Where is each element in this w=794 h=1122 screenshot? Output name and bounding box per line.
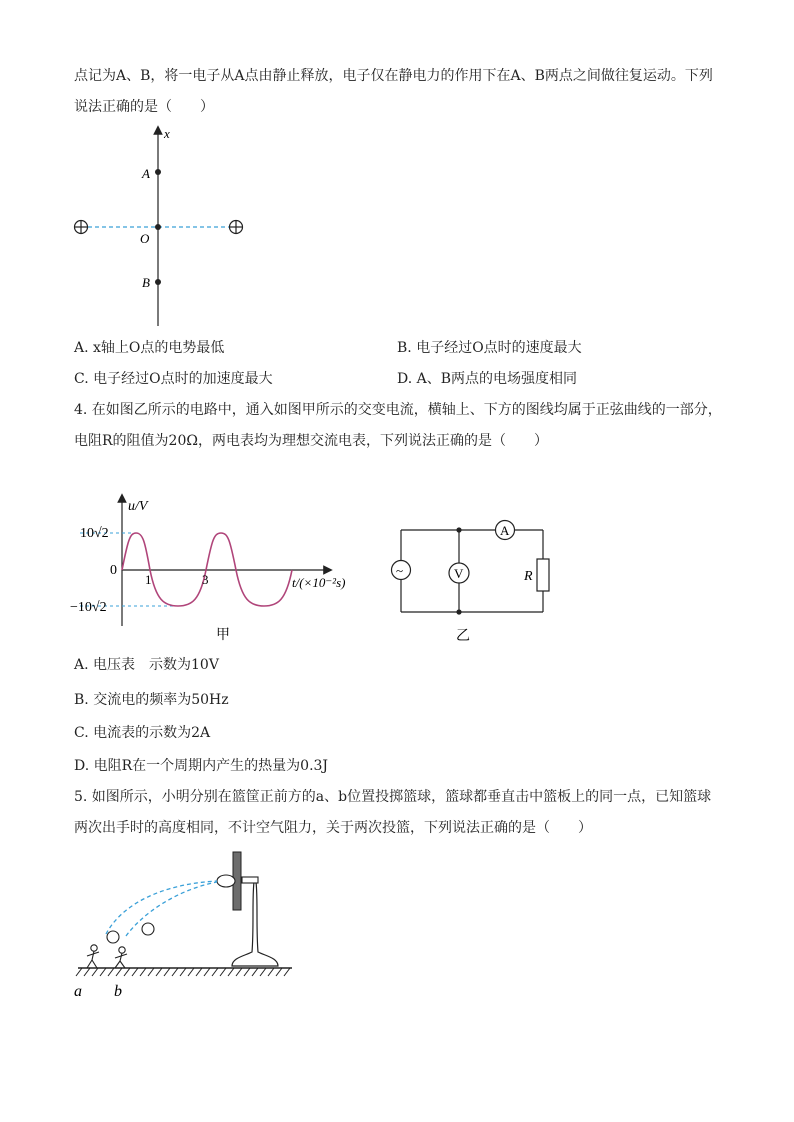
q5-stem-line-2: 两次出手时的高度相同，不计空气阻力，关于两次投篮，下列说法正确的是（ ） [74, 820, 592, 836]
point-a-dot [155, 169, 161, 175]
q3-option-c: C. 电子经过O点时的加速度最大 [74, 371, 273, 387]
q4-circuit-diagram [386, 512, 566, 647]
junction-bottom-dot [456, 609, 461, 614]
q4-stem-line-2: 电阻R的阻值为20Ω，两电表均为理想交流电表，下列说法正确的是（ ） [74, 433, 548, 449]
point-o-dot [155, 224, 161, 230]
y-bottom-label: −10√2 [70, 600, 107, 615]
q4-stem-line-1: 4. 在如图乙所示的电路中，通入如图甲所示的交变电流，横轴上、下方的图线均属于正弦曲线的一部分， [74, 402, 722, 418]
point-b-dot [155, 279, 161, 285]
q4-option-b: B. 交流电的频率为50Hz [74, 692, 229, 708]
q3-field-figure [66, 120, 256, 332]
tick-3-label: 3 [202, 572, 209, 587]
y-top-label: 10√2 [80, 526, 109, 541]
q3-option-d: D. A、B两点的电场强度相同 [397, 371, 578, 387]
point-b-label: B [142, 275, 150, 290]
q3-stem-line-2: 说法正确的是（ ） [74, 99, 214, 115]
q5-stem-line-1: 5. 如图所示，小明分别在篮筐正前方的a、b位置投掷篮球，篮球都垂直击中篮板上的同一点，已知篮球 [74, 789, 712, 805]
ball-a [107, 931, 119, 943]
q4-option-d: D. 电阻R在一个周期内产生的热量为0.3J [74, 758, 329, 774]
y-zero-label: 0 [110, 563, 117, 578]
tick-1-label: 1 [145, 572, 152, 587]
resistor-label: R [524, 569, 533, 584]
graph-caption: 甲 [216, 628, 230, 643]
label-b: b [114, 983, 122, 1000]
q3-option-b: B. 电子经过O点时的速度最大 [397, 340, 582, 356]
q4-option-a: A. 电压表 示数为10V [74, 657, 219, 673]
right-positive-charge-icon [230, 221, 243, 234]
ball-at-hoop [217, 875, 235, 887]
person-b-icon [115, 947, 127, 968]
x-axis-label: x [164, 126, 170, 141]
ground-hatching [76, 968, 290, 976]
ball-b [142, 923, 154, 935]
q4-voltage-graph [66, 492, 366, 647]
t-axis-label: t/(×10⁻²s) [292, 575, 346, 590]
trajectory-a [106, 881, 217, 934]
label-a: a [74, 983, 82, 1000]
u-axis-label: u/V [128, 499, 148, 514]
q4-option-c: C. 电流表的示数为2A [74, 725, 211, 741]
voltmeter-label: V [454, 566, 464, 581]
trajectory-b [126, 882, 217, 936]
circuit-caption: 乙 [456, 629, 470, 644]
person-a-icon [87, 945, 99, 968]
hoop-arm [242, 877, 258, 883]
ac-source-symbol: ~ [396, 563, 404, 578]
point-a-label: A [142, 166, 150, 181]
junction-top-dot [456, 527, 461, 532]
point-o-label: O [140, 231, 150, 246]
left-positive-charge-icon [75, 221, 88, 234]
q3-stem-line-1: 点记为A、B，将一电子从A点由静止释放，电子仅在静电力的作用下在A、B两点之间做往复运动。下列 [74, 68, 713, 84]
resistor-icon [537, 559, 549, 591]
q3-option-a: A. x轴上O点的电势最低 [74, 340, 225, 356]
q5-basketball-figure [66, 848, 296, 1006]
ammeter-label: A [500, 523, 510, 538]
